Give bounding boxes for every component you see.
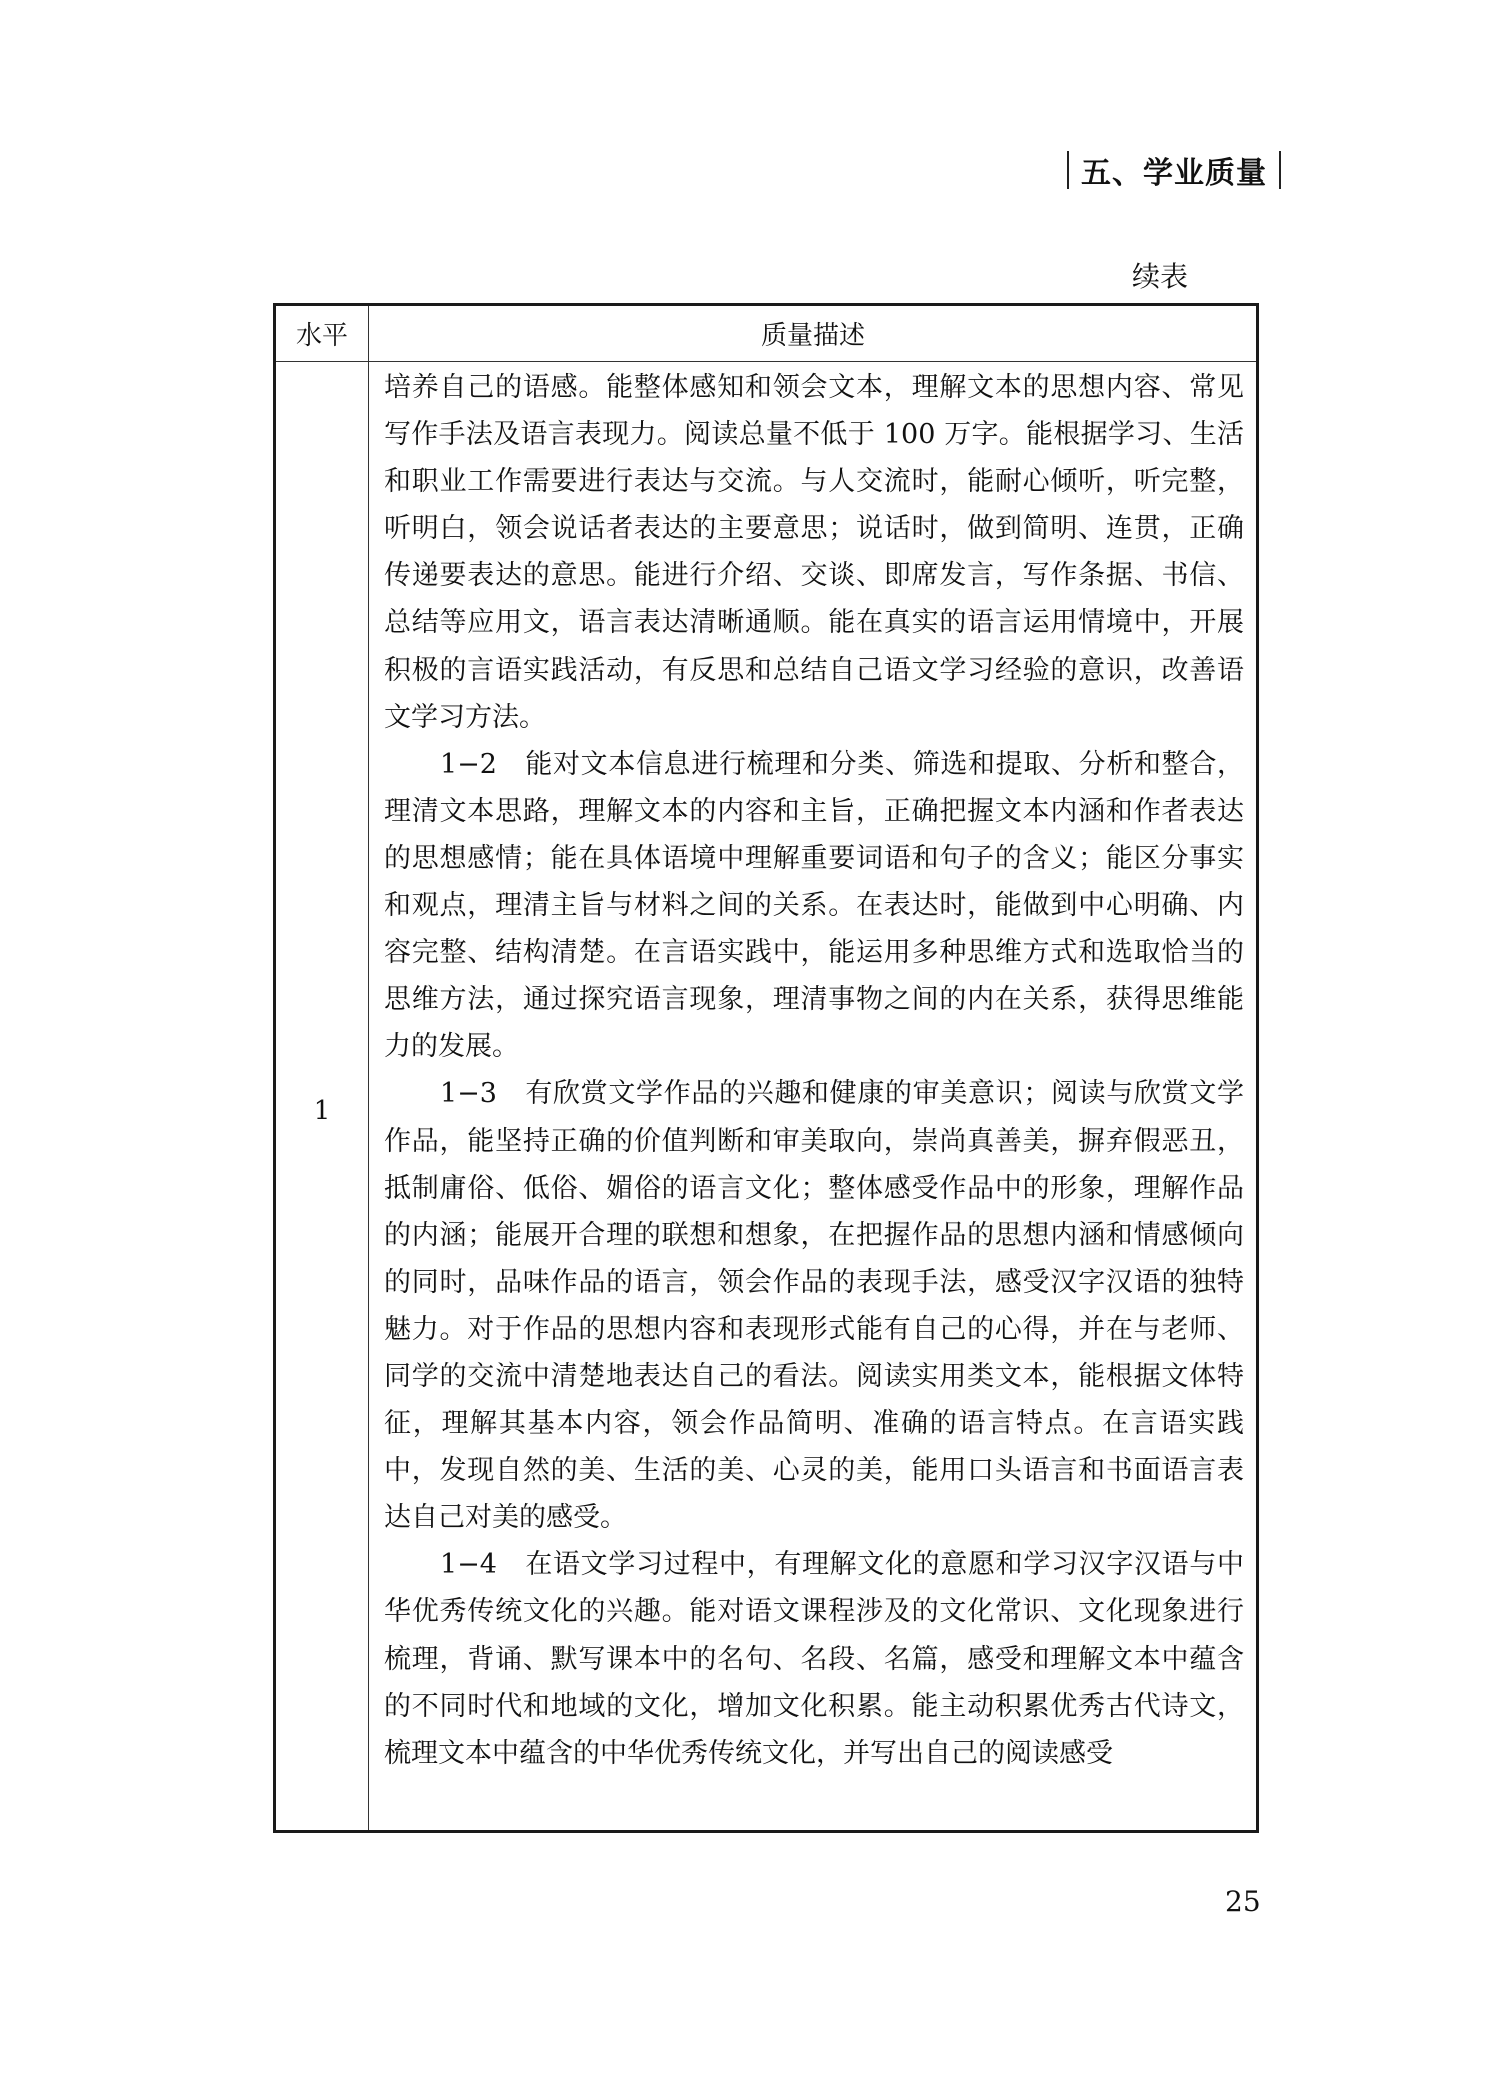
description-paragraph: 1−2 能对文本信息进行梳理和分类、筛选和提取、分析和整合，理清文本思路，理解文本的内容和主旨，正确把握文本内涵和作者表达的思想感情；能在具体语境中理解重要词语和句子的含义；能区分事实和观点，理清主旨与材料之间的关系。在表达时，能做到中心明确、内容完整、结构清楚。在言语实践中，能运用多种思维方式和选取恰当的思维方法，通过探究语言现象，理清事物之间的内在关系，获得思维能力的发展。 xyxy=(384,748,1244,1063)
continued-label: 续表 xyxy=(1132,260,1189,293)
page-number: 25 xyxy=(1225,1885,1261,1918)
column-header-level: 水平 xyxy=(295,321,348,351)
level-value: 1 xyxy=(313,1096,331,1126)
header-right-bar xyxy=(1279,151,1281,189)
section-title: 五、学业质量 xyxy=(1081,156,1267,191)
column-divider xyxy=(368,306,369,1830)
section-header xyxy=(1055,148,1293,192)
column-header-description: 质量描述 xyxy=(760,321,865,351)
quality-table xyxy=(273,303,1259,1833)
description-paragraph: 培养自己的语感。能整体感知和领会文本，理解文本的思想内容、常见写作手法及语言表现力。阅读总量不低于 100 万字。能根据学习、生活和职业工作需要进行表达与交流。与人交流时，能耐心倾听，听完整，听明白，领会说话者表达的主要意思；说话时，做到简明、连贯，正确传递要表达的意思。能进行介绍、交谈、即席发言，写作条据、书信、总结等应用文，语言表达清晰通顺。能在真实的语言运用情境中，开展积极的言语实践活动，有反思和总结自己语文学习经验的意识，改善语文学习方法。 xyxy=(384,372,1244,733)
quality-description xyxy=(384,364,1244,1777)
header-divider xyxy=(276,361,1256,362)
description-paragraph: 1−4 在语文学习过程中，有理解文化的意愿和学习汉字汉语与中华优秀传统文化的兴趣。能对语文课程涉及的文化常识、文化现象进行梳理，背诵、默写课本中的名句、名段、名篇，感受和理解文本中蕴含的不同时代和地域的文化，增加文化积累。能主动积累优秀古代诗文，梳理文本中蕴含的中华优秀传统文化，并写出自己的阅读感受 xyxy=(384,1549,1244,1769)
description-paragraph: 1−3 有欣赏文学作品的兴趣和健康的审美意识；阅读与欣赏文学作品，能坚持正确的价值判断和审美取向，崇尚真善美，摒弃假恶丑，抵制庸俗、低俗、媚俗的语言文化；整体感受作品中的形象，理解作品的内涵；能展开合理的联想和想象，在把握作品的思想内涵和情感倾向的同时，品味作品的语言，领会作品的表现手法，感受汉字汉语的独特魅力。对于作品的思想内容和表现形式能有自己的心得，并在与老师、同学的交流中清楚地表达自己的看法。阅读实用类文本，能根据文体特征，理解其基本内容，领会作品简明、准确的语言特点。在言语实践中，发现自然的美、生活的美、心灵的美，能用口头语言和书面语言表达自己对美的感受。 xyxy=(384,1078,1244,1534)
header-left-bar xyxy=(1067,151,1069,189)
